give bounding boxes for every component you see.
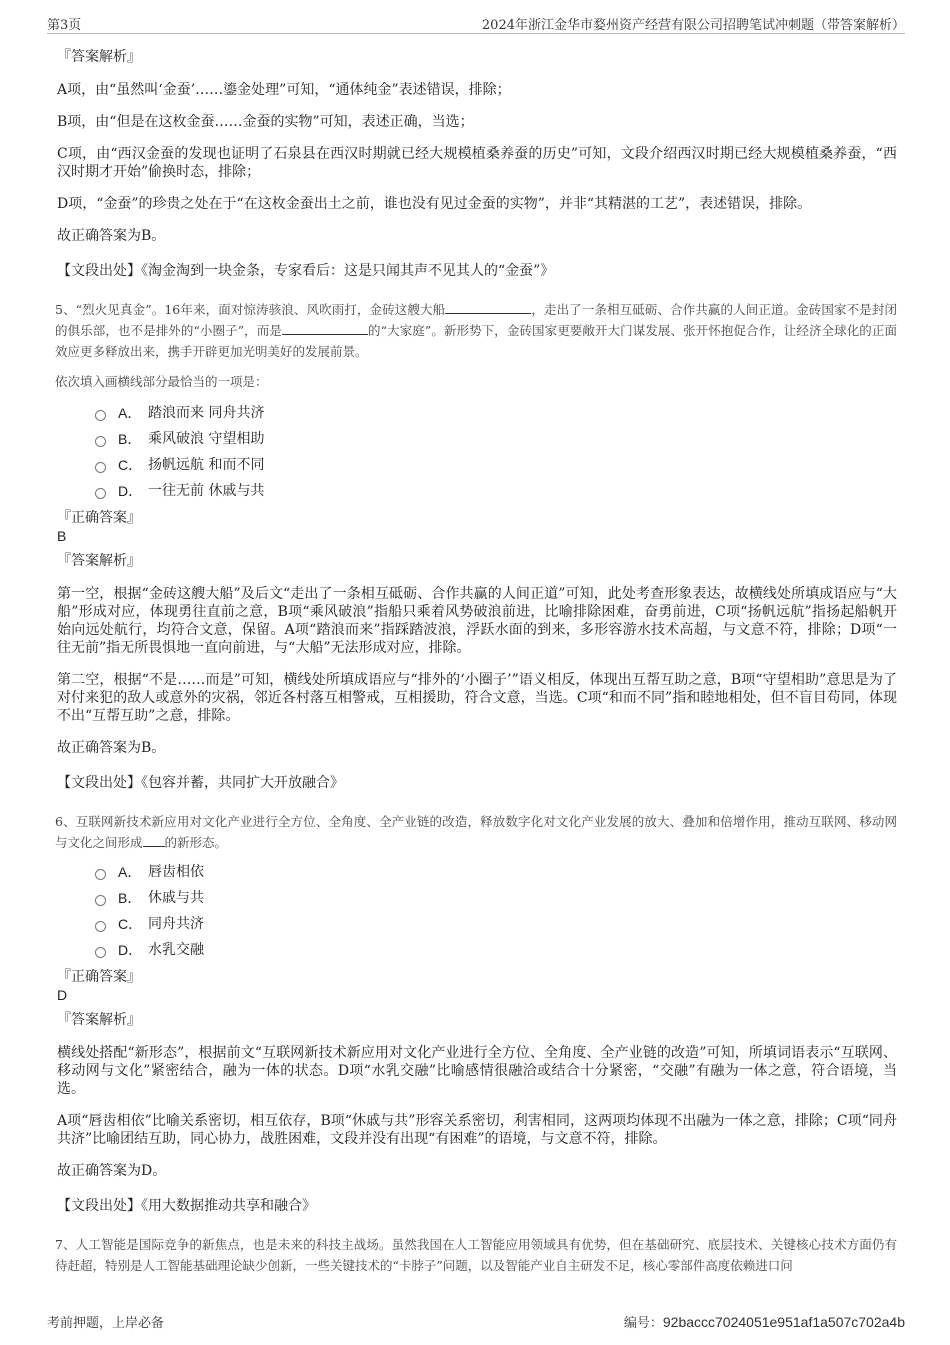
analysis-label: 『答案解析』 xyxy=(57,49,141,65)
option-c[interactable] xyxy=(95,452,897,478)
analysis-paragraph: 第一空，根据“金砖这艘大船”及后文“走出了一条相互砥砺、合作共赢的人间正道”可知，此处考查形象表达，故横线处所填成语应与“大船”形成对应，体现勇往直前之意，B项“乘风破浪”指船只乘着风势破浪前进，比喻排除困难，奋勇前进，C项“扬帆远航”指扬起船帆开始向远处航行，均符合文意，保留。A项“踏浪而来”指踩踏波浪，浮跃水面的到来，多形容游水技术高超，与文意不符，排除；D项“一往无前”指无所畏惧地一直向前进，与“大船”无法形成对应，排除。 xyxy=(57,586,897,656)
code-value: 92baccc7024051e951af1a507c702a4b xyxy=(662,1314,905,1330)
correct-answer: D xyxy=(57,987,68,1003)
code-label: 编号： xyxy=(623,1316,663,1331)
option-text: 踏浪而来 同舟共济 xyxy=(148,405,265,421)
option-a[interactable] xyxy=(95,400,897,426)
correct-answer: B xyxy=(57,528,67,544)
option-letter: C． xyxy=(118,916,143,932)
analysis-paragraph: 第二空，根据“不是……而是”可知，横线处所填成语应与“排外的‘小圈子’”语义相反，体现出互帮互助之意，B项“守望相助”意思是为了对付来犯的敌人或意外的灾祸，邻近各村落互相警戒，互相援助，符合文意，当选。C项“和而不同”指和睦地相处，但不盲目苟同，体现不出“互帮互助”之意，排除。 xyxy=(57,672,897,724)
page-number: 第3页 xyxy=(47,18,82,33)
analysis-paragraph: D项，“金蚕”的珍贵之处在于“在这枚金蚕出土之前，谁也没有见过金蚕的实物”，并非“其精湛的工艺”，表述错误，排除。 xyxy=(57,196,812,212)
option-letter: B． xyxy=(118,890,142,906)
option-d[interactable] xyxy=(95,937,897,963)
analysis-paragraph: A项，由“虽然叫‘金蚕’……鎏金处理”可知，“通体纯金”表述错误，排除； xyxy=(57,82,511,98)
option-text: 同舟共济 xyxy=(148,916,204,932)
question-text-part: 5、“烈火见真金”。16年来，面对惊涛骇浪、风吹雨打，金砖这艘大船 xyxy=(55,302,446,317)
option-letter: D． xyxy=(118,483,143,499)
conclusion: 故正确答案为B。 xyxy=(57,740,166,756)
radio-icon[interactable] xyxy=(95,462,106,473)
document-code xyxy=(624,1312,905,1331)
question-text xyxy=(55,811,897,853)
option-a[interactable] xyxy=(95,859,897,885)
conclusion: 故正确答案为D。 xyxy=(57,1163,167,1179)
radio-icon[interactable] xyxy=(95,947,106,958)
radio-icon[interactable] xyxy=(95,921,106,932)
radio-icon[interactable] xyxy=(95,869,106,880)
question-6 xyxy=(57,811,897,1216)
radio-icon[interactable] xyxy=(95,895,106,906)
correct-answer-label: 『正确答案』 xyxy=(57,510,141,526)
source-citation: 【文段出处】《包容并蓄，共同扩大开放融合》 xyxy=(57,775,344,791)
option-letter: B． xyxy=(118,431,142,447)
option-c[interactable] xyxy=(95,911,897,937)
analysis-paragraph: A项“唇齿相依”比喻关系密切，相互依存，B项“休戚与共”形容关系密切，利害相同，这两项均体现不出融为一体之意，排除；C项“同舟共济”比喻团结互助，同心协力，战胜困难，文段并没有出现“有困难”的语境，与文意不符，排除。 xyxy=(57,1113,897,1147)
fill-blank xyxy=(282,322,368,335)
option-d[interactable] xyxy=(95,478,897,504)
footer-slogan: 考前押题，上岸必备 xyxy=(47,1316,165,1331)
fill-blank xyxy=(445,301,531,314)
question-5 xyxy=(57,299,897,793)
option-text: 乘风破浪 守望相助 xyxy=(148,431,265,447)
fill-blank xyxy=(143,834,165,847)
analysis-label: 『答案解析』 xyxy=(57,1012,141,1028)
conclusion: 故正确答案为B。 xyxy=(57,228,166,244)
header-divider xyxy=(47,33,905,34)
radio-icon[interactable] xyxy=(95,488,106,499)
question-text: 7、人工智能是国际竞争的新焦点，也是未来的科技主战场。虽然我国在人工智能应用领域具有优势，但在基础研究、底层技术、关键核心技术方面仍有待赶超，特别是人工智能基础理论缺少创新，一些关键技术的“卡脖子”问题，以及智能产业自主研发不足，核心零部件高度依赖进口问 xyxy=(55,1237,897,1273)
analysis-label: 『答案解析』 xyxy=(57,553,141,569)
option-text: 扬帆远航 和而不同 xyxy=(148,457,265,473)
option-b[interactable] xyxy=(95,885,897,911)
option-b[interactable] xyxy=(95,426,897,452)
option-letter: C． xyxy=(118,457,143,473)
option-list xyxy=(95,859,897,963)
question-text-part: 的“大家庭”。新形势下，金砖国家更要敞开大门谋发展、张开怀抱促合作，让经济全球化的正面效应更多释放出来，携手开辟更加光明美好的发展前景。 xyxy=(55,323,897,359)
option-letter: A． xyxy=(118,864,142,880)
question-text xyxy=(55,299,897,362)
page-content xyxy=(57,40,897,1276)
page-header xyxy=(47,10,905,34)
correct-answer-label: 『正确答案』 xyxy=(57,969,141,985)
analysis-paragraph: C项，由“西汉金蚕的发现也证明了石泉县在西汉时期就已经大规模植桑养蚕的历史”可知，文段介绍西汉时期已经大规模植桑养蚕，“西汉时期才开始”偷换时态，排除； xyxy=(57,146,897,180)
radio-icon[interactable] xyxy=(95,436,106,447)
option-letter: A． xyxy=(118,405,142,421)
option-text: 水乳交融 xyxy=(148,942,204,958)
option-letter: D． xyxy=(118,942,143,958)
option-text: 休戚与共 xyxy=(148,890,204,906)
question-text-part: ，走出了一条相互砥砺、合作共赢的人间正道。金砖国家不是封闭的俱乐部，也不是排外的“小圈子”，而是 xyxy=(55,302,897,338)
question-7 xyxy=(57,1234,897,1276)
option-text: 唇齿相依 xyxy=(148,864,204,880)
radio-icon[interactable] xyxy=(95,410,106,421)
document-title: 2024年浙江金华市婺州资产经营有限公司招聘笔试冲刺题（带答案解析） xyxy=(481,18,905,33)
source-citation: 【文段出处】《淘金淘到一块金条，专家看后：这是只闻其声不见其人的“金蚕”》 xyxy=(57,263,555,279)
option-list xyxy=(95,400,897,504)
question-4-analysis xyxy=(57,47,897,281)
question-text-part: 6、互联网新技术新应用对文化产业进行全方位、全角度、全产业链的改造，释放数字化对文化产业发展的放大、叠加和倍增作用，推动互联网、移动网与文化之间形成 xyxy=(55,814,897,850)
question-text-part: 的新形态。 xyxy=(164,835,228,850)
analysis-paragraph: 横线处搭配“新形态”，根据前文“互联网新技术新应用对文化产业进行全方位、全角度、全产业链的改造”可知，所填词语表示“互联网、移动网与文化”紧密结合，融为一体的状态。D项“水乳交融”比喻感情很融洽或结合十分紧密，“交融”有融为一体之意，符合语境，当选。 xyxy=(57,1045,897,1097)
source-citation: 【文段出处】《用大数据推动共享和融合》 xyxy=(57,1198,316,1214)
option-text: 一往无前 休戚与共 xyxy=(148,483,265,499)
question-instruction: 依次填入画横线部分最恰当的一项是： xyxy=(55,374,268,389)
analysis-paragraph: B项，由“但是在这枚金蚕……金蚕的实物”可知，表述正确，当选； xyxy=(57,114,474,130)
